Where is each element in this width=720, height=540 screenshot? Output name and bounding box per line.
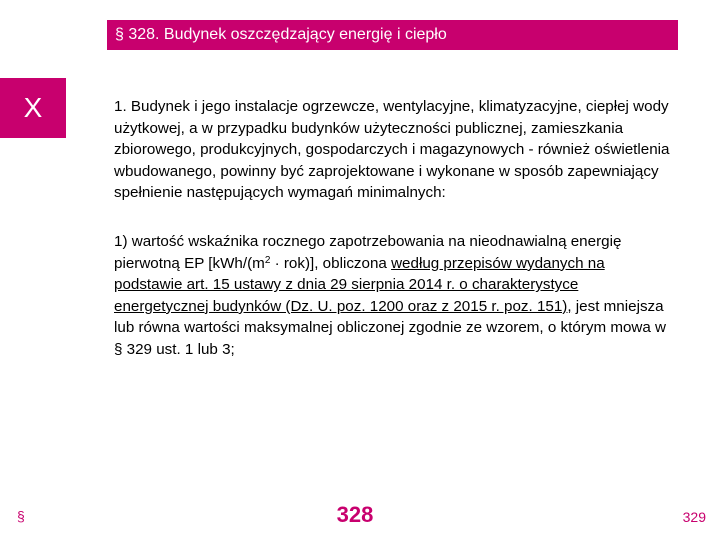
page-number-center: 328 xyxy=(336,502,374,527)
side-marker-label: X xyxy=(23,92,43,123)
paragraph-2-text-a: 1) wartość wskaźnika rocznego zapotrzebowania na nieodnawialną energię pierwotną EP [kWh/(m xyxy=(114,233,622,272)
legal-reference-link[interactable]: według przepisów wydanych na podstawie art. 15 ustawy z dnia 29 sierpnia 2014 r. o charakterystyce energetycznej budynków (Dz. U. poz. 1200 oraz z 2015 r. poz. 151), xyxy=(114,254,605,315)
page-number-right: 329 xyxy=(682,509,706,525)
paragraph-2-text-c: jest mniejsza lub równa wartości maksymalnej obliczonej zgodnie ze wzorem, o którym mowa w § 329 ust. 1 lub 3; xyxy=(114,297,667,358)
section-title: § 328. Budynek oszczędzający energię i ciepło xyxy=(115,26,447,43)
side-marker-box[interactable] xyxy=(0,78,66,138)
paragraph-2-text-b: · rok)], obliczona xyxy=(270,254,392,272)
paragraph-1: 1. Budynek i jego instalacje ogrzewcze, wentylacyjne, klimatyzacyjne, ciepłej wody użytkowej, a w przypadku budynków użyteczności publicznej, zamieszkania zbiorowego, produkcyjnych, gospodarczych i magazynowych - również oświetlenia wbudowanego, powinny być zaprojektowane i wykonane w sposób zapewniający spełnienie następujących wymagań minimalnych: xyxy=(114,98,670,202)
superscript-2: 2 xyxy=(264,254,271,266)
paragraph-2 xyxy=(114,231,674,361)
section-symbol-footer: § xyxy=(17,508,25,524)
section-title-bar xyxy=(107,20,678,50)
